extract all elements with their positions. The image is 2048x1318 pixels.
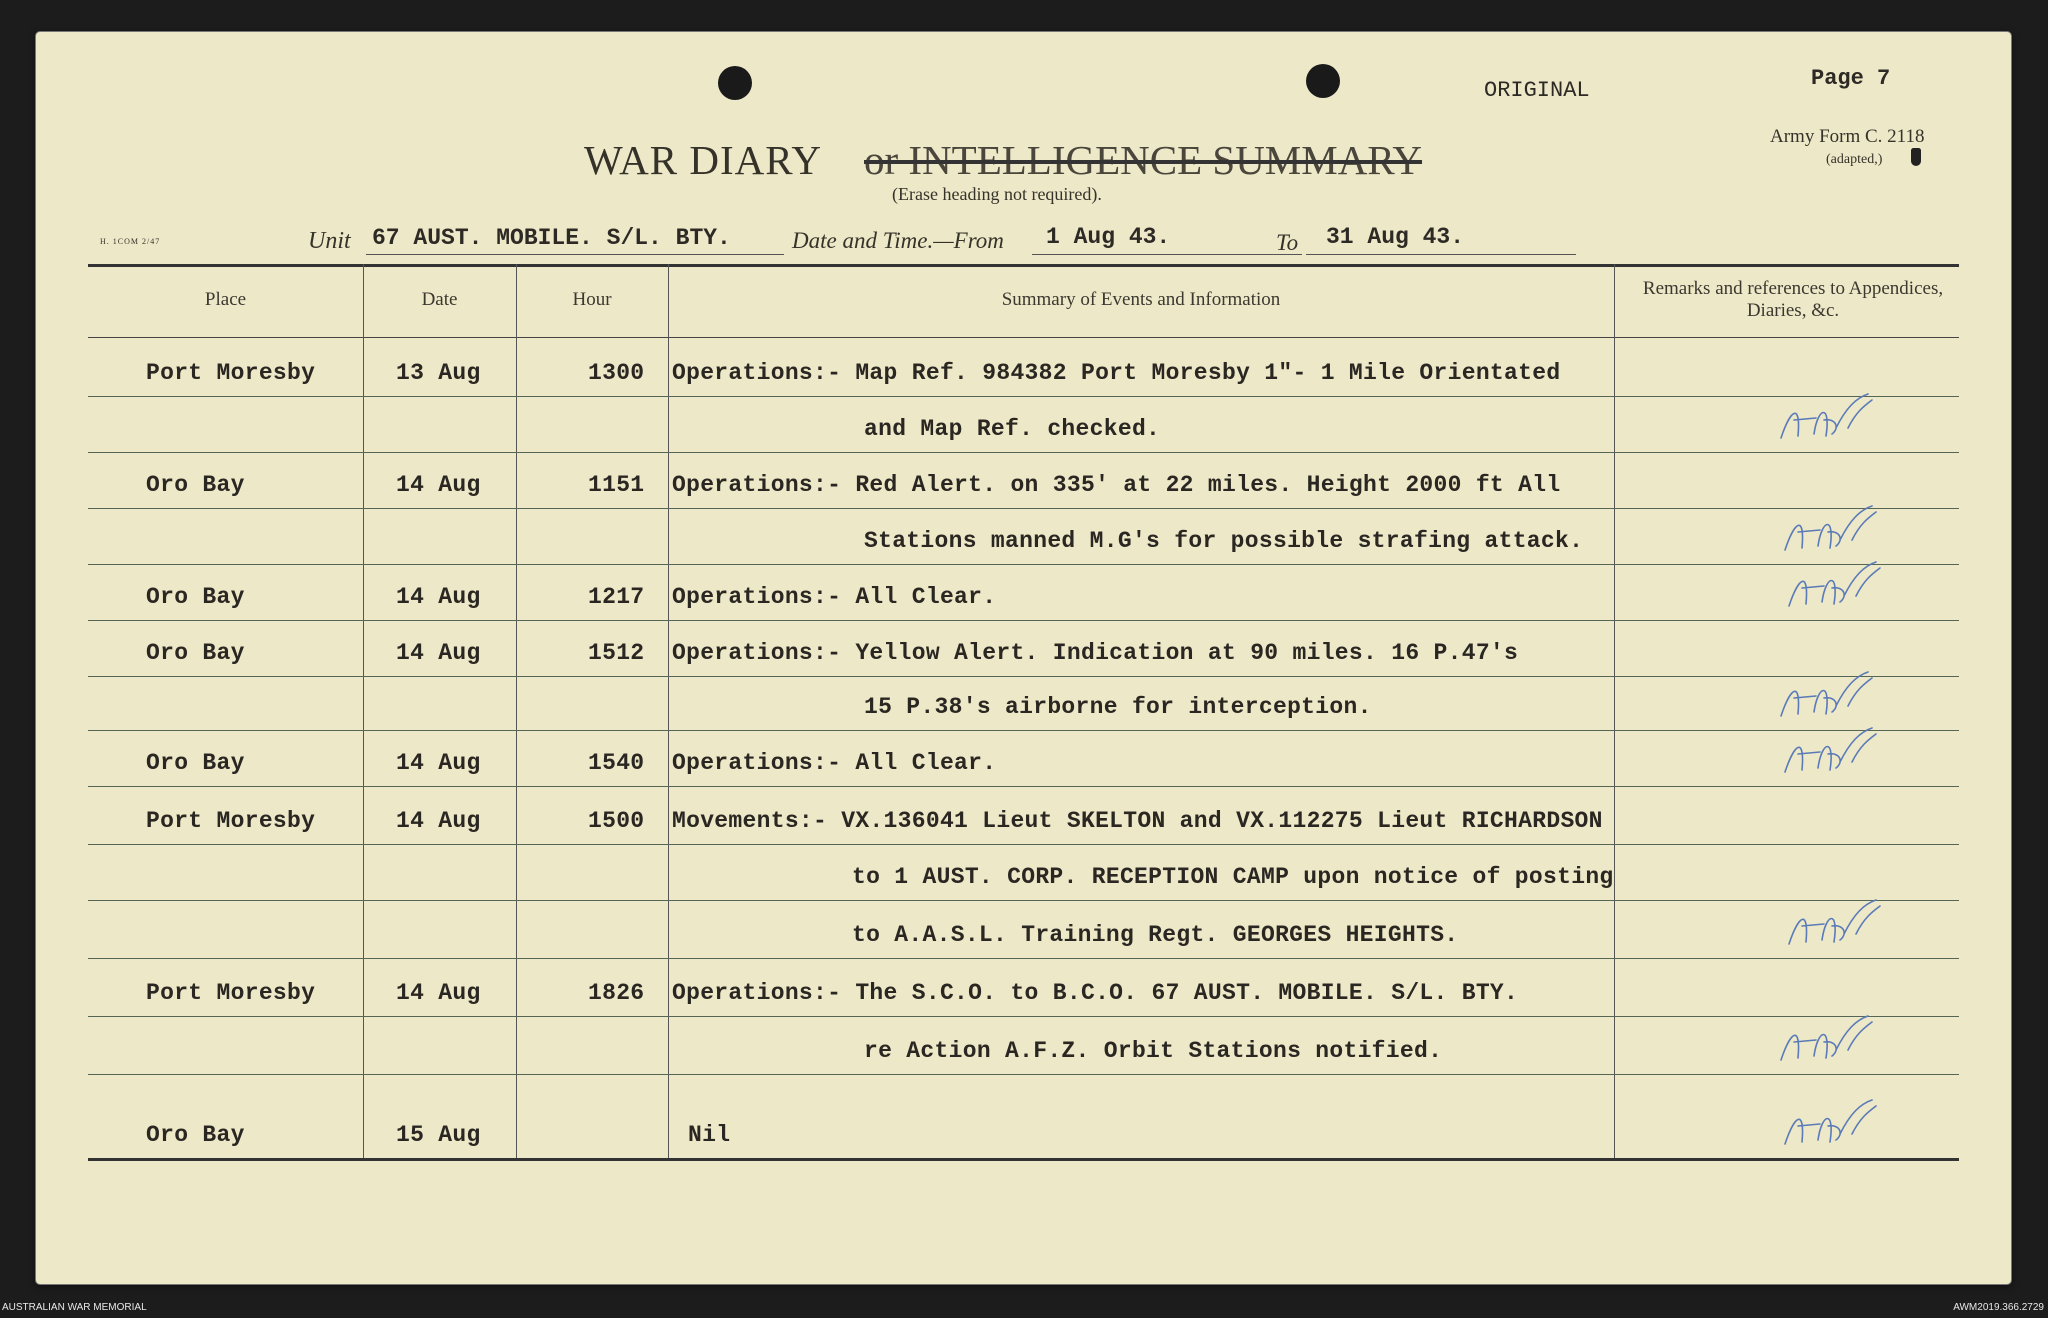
diary-sheet bbox=[36, 32, 2011, 1284]
army-form-adapted: (adapted,) bbox=[1826, 152, 1883, 167]
col-divider-4 bbox=[1614, 264, 1615, 1161]
cell-date: 14 Aug bbox=[396, 808, 481, 834]
cell-hour: 1151 bbox=[588, 472, 645, 498]
army-form-number: Army Form C. 2118 bbox=[1770, 126, 1925, 147]
cell-summary: Movements:- VX.136041 Lieut SKELTON and VX.112275 Lieut RICHARDSON bbox=[672, 808, 1603, 834]
cell-date: 14 Aug bbox=[396, 584, 481, 610]
row-rule bbox=[88, 452, 1959, 453]
row-rule bbox=[88, 620, 1959, 621]
cell-date: 14 Aug bbox=[396, 980, 481, 1006]
original-stamp: ORIGINAL bbox=[1484, 78, 1590, 103]
col-header-summary: Summary of Events and Information bbox=[1001, 289, 1281, 310]
cell-hour: 1500 bbox=[588, 808, 645, 834]
cell-place: Oro Bay bbox=[146, 1122, 245, 1148]
cell-hour: 1512 bbox=[588, 640, 645, 666]
col-header-date: Date bbox=[421, 289, 458, 310]
row-rule bbox=[88, 900, 1959, 901]
title-intelligence-summary: or INTELLIGENCE SUMMARY bbox=[864, 137, 1423, 183]
cell-summary: Operations:- Yellow Alert. Indication at 90 miles. 16 P.47's bbox=[672, 640, 1519, 666]
cell-date: 14 Aug bbox=[396, 640, 481, 666]
cell-date: 14 Aug bbox=[396, 750, 481, 776]
cell-place: Oro Bay bbox=[146, 472, 245, 498]
punch-hole-right bbox=[1306, 64, 1340, 98]
col-divider-1 bbox=[363, 264, 364, 1161]
diary-table bbox=[88, 264, 1959, 1161]
ink-mark bbox=[1911, 148, 1921, 166]
col-header-place: Place bbox=[204, 289, 247, 310]
title-war-diary: WAR DIARY bbox=[584, 137, 822, 183]
footer-accession: AWM2019.366.2729 bbox=[1953, 1302, 2044, 1313]
date-time-label: Date and Time.—From bbox=[792, 228, 1004, 253]
header-rule bbox=[88, 337, 1959, 338]
row-rule bbox=[88, 1074, 1959, 1075]
row-rule bbox=[88, 676, 1959, 677]
cell-hour: 1300 bbox=[588, 360, 645, 386]
erase-heading-note: (Erase heading not required). bbox=[892, 184, 1102, 204]
cell-place: Port Moresby bbox=[146, 980, 316, 1006]
cell-hour: 1540 bbox=[588, 750, 645, 776]
date-from-value: 1 Aug 43. bbox=[1046, 224, 1171, 250]
cell-summary: Operations:- Map Ref. 984382 Port Moresby 1"- 1 Mile Orientated bbox=[672, 360, 1561, 386]
cell-place: Port Moresby bbox=[146, 808, 316, 834]
table-bottom-rule bbox=[88, 1158, 1959, 1161]
cell-summary: to 1 AUST. CORP. RECEPTION CAMP upon notice of posting bbox=[852, 864, 1614, 890]
cell-summary: Operations:- All Clear. bbox=[672, 750, 997, 776]
cell-hour: 1826 bbox=[588, 980, 645, 1006]
unit-value: 67 AUST. MOBILE. S/L. BTY. bbox=[372, 225, 731, 251]
to-label: To bbox=[1276, 230, 1299, 255]
cell-hour: 1217 bbox=[588, 584, 645, 610]
cell-place: Oro Bay bbox=[146, 640, 245, 666]
from-underline bbox=[1032, 254, 1302, 255]
cell-date: 15 Aug bbox=[396, 1122, 481, 1148]
cell-summary: and Map Ref. checked. bbox=[864, 416, 1161, 442]
cell-place: Oro Bay bbox=[146, 584, 245, 610]
col-divider-2 bbox=[516, 264, 517, 1161]
cell-summary: Operations:- Red Alert. on 335' at 22 miles. Height 2000 ft All bbox=[672, 472, 1561, 498]
form-code: H. 1COM 2/47 bbox=[100, 237, 161, 246]
cell-date: 14 Aug bbox=[396, 472, 481, 498]
col-header-remarks: Remarks and references to Appendices, Diaries, &c. bbox=[1642, 278, 1944, 321]
cell-summary: re Action A.F.Z. Orbit Stations notified. bbox=[864, 1038, 1443, 1064]
cell-summary: Nil bbox=[688, 1122, 731, 1148]
row-rule bbox=[88, 786, 1959, 787]
unit-label: Unit bbox=[308, 228, 351, 254]
cell-summary: to A.A.S.L. Training Regt. GEORGES HEIGHTS. bbox=[852, 922, 1459, 948]
cell-summary: Operations:- The S.C.O. to B.C.O. 67 AUST. MOBILE. S/L. BTY. bbox=[672, 980, 1519, 1006]
unit-underline bbox=[366, 254, 784, 255]
row-rule bbox=[88, 844, 1959, 845]
cell-summary: Operations:- All Clear. bbox=[672, 584, 997, 610]
row-rule bbox=[88, 730, 1959, 731]
cell-place: Port Moresby bbox=[146, 360, 316, 386]
cell-summary: Stations manned M.G's for possible strafing attack. bbox=[864, 528, 1584, 554]
row-rule bbox=[88, 396, 1959, 397]
punch-hole-left bbox=[718, 66, 752, 100]
cell-summary: 15 P.38's airborne for interception. bbox=[864, 694, 1372, 720]
col-divider-3 bbox=[668, 264, 669, 1161]
date-to-value: 31 Aug 43. bbox=[1326, 224, 1465, 250]
page-number: Page 7 bbox=[1811, 66, 1891, 91]
cell-place: Oro Bay bbox=[146, 750, 245, 776]
row-rule bbox=[88, 1016, 1959, 1017]
row-rule bbox=[88, 564, 1959, 565]
to-underline bbox=[1306, 254, 1576, 255]
footer-credit: AUSTRALIAN WAR MEMORIAL bbox=[2, 1302, 147, 1313]
cell-date: 13 Aug bbox=[396, 360, 481, 386]
row-rule bbox=[88, 958, 1959, 959]
col-header-hour: Hour bbox=[572, 289, 612, 310]
row-rule bbox=[88, 508, 1959, 509]
